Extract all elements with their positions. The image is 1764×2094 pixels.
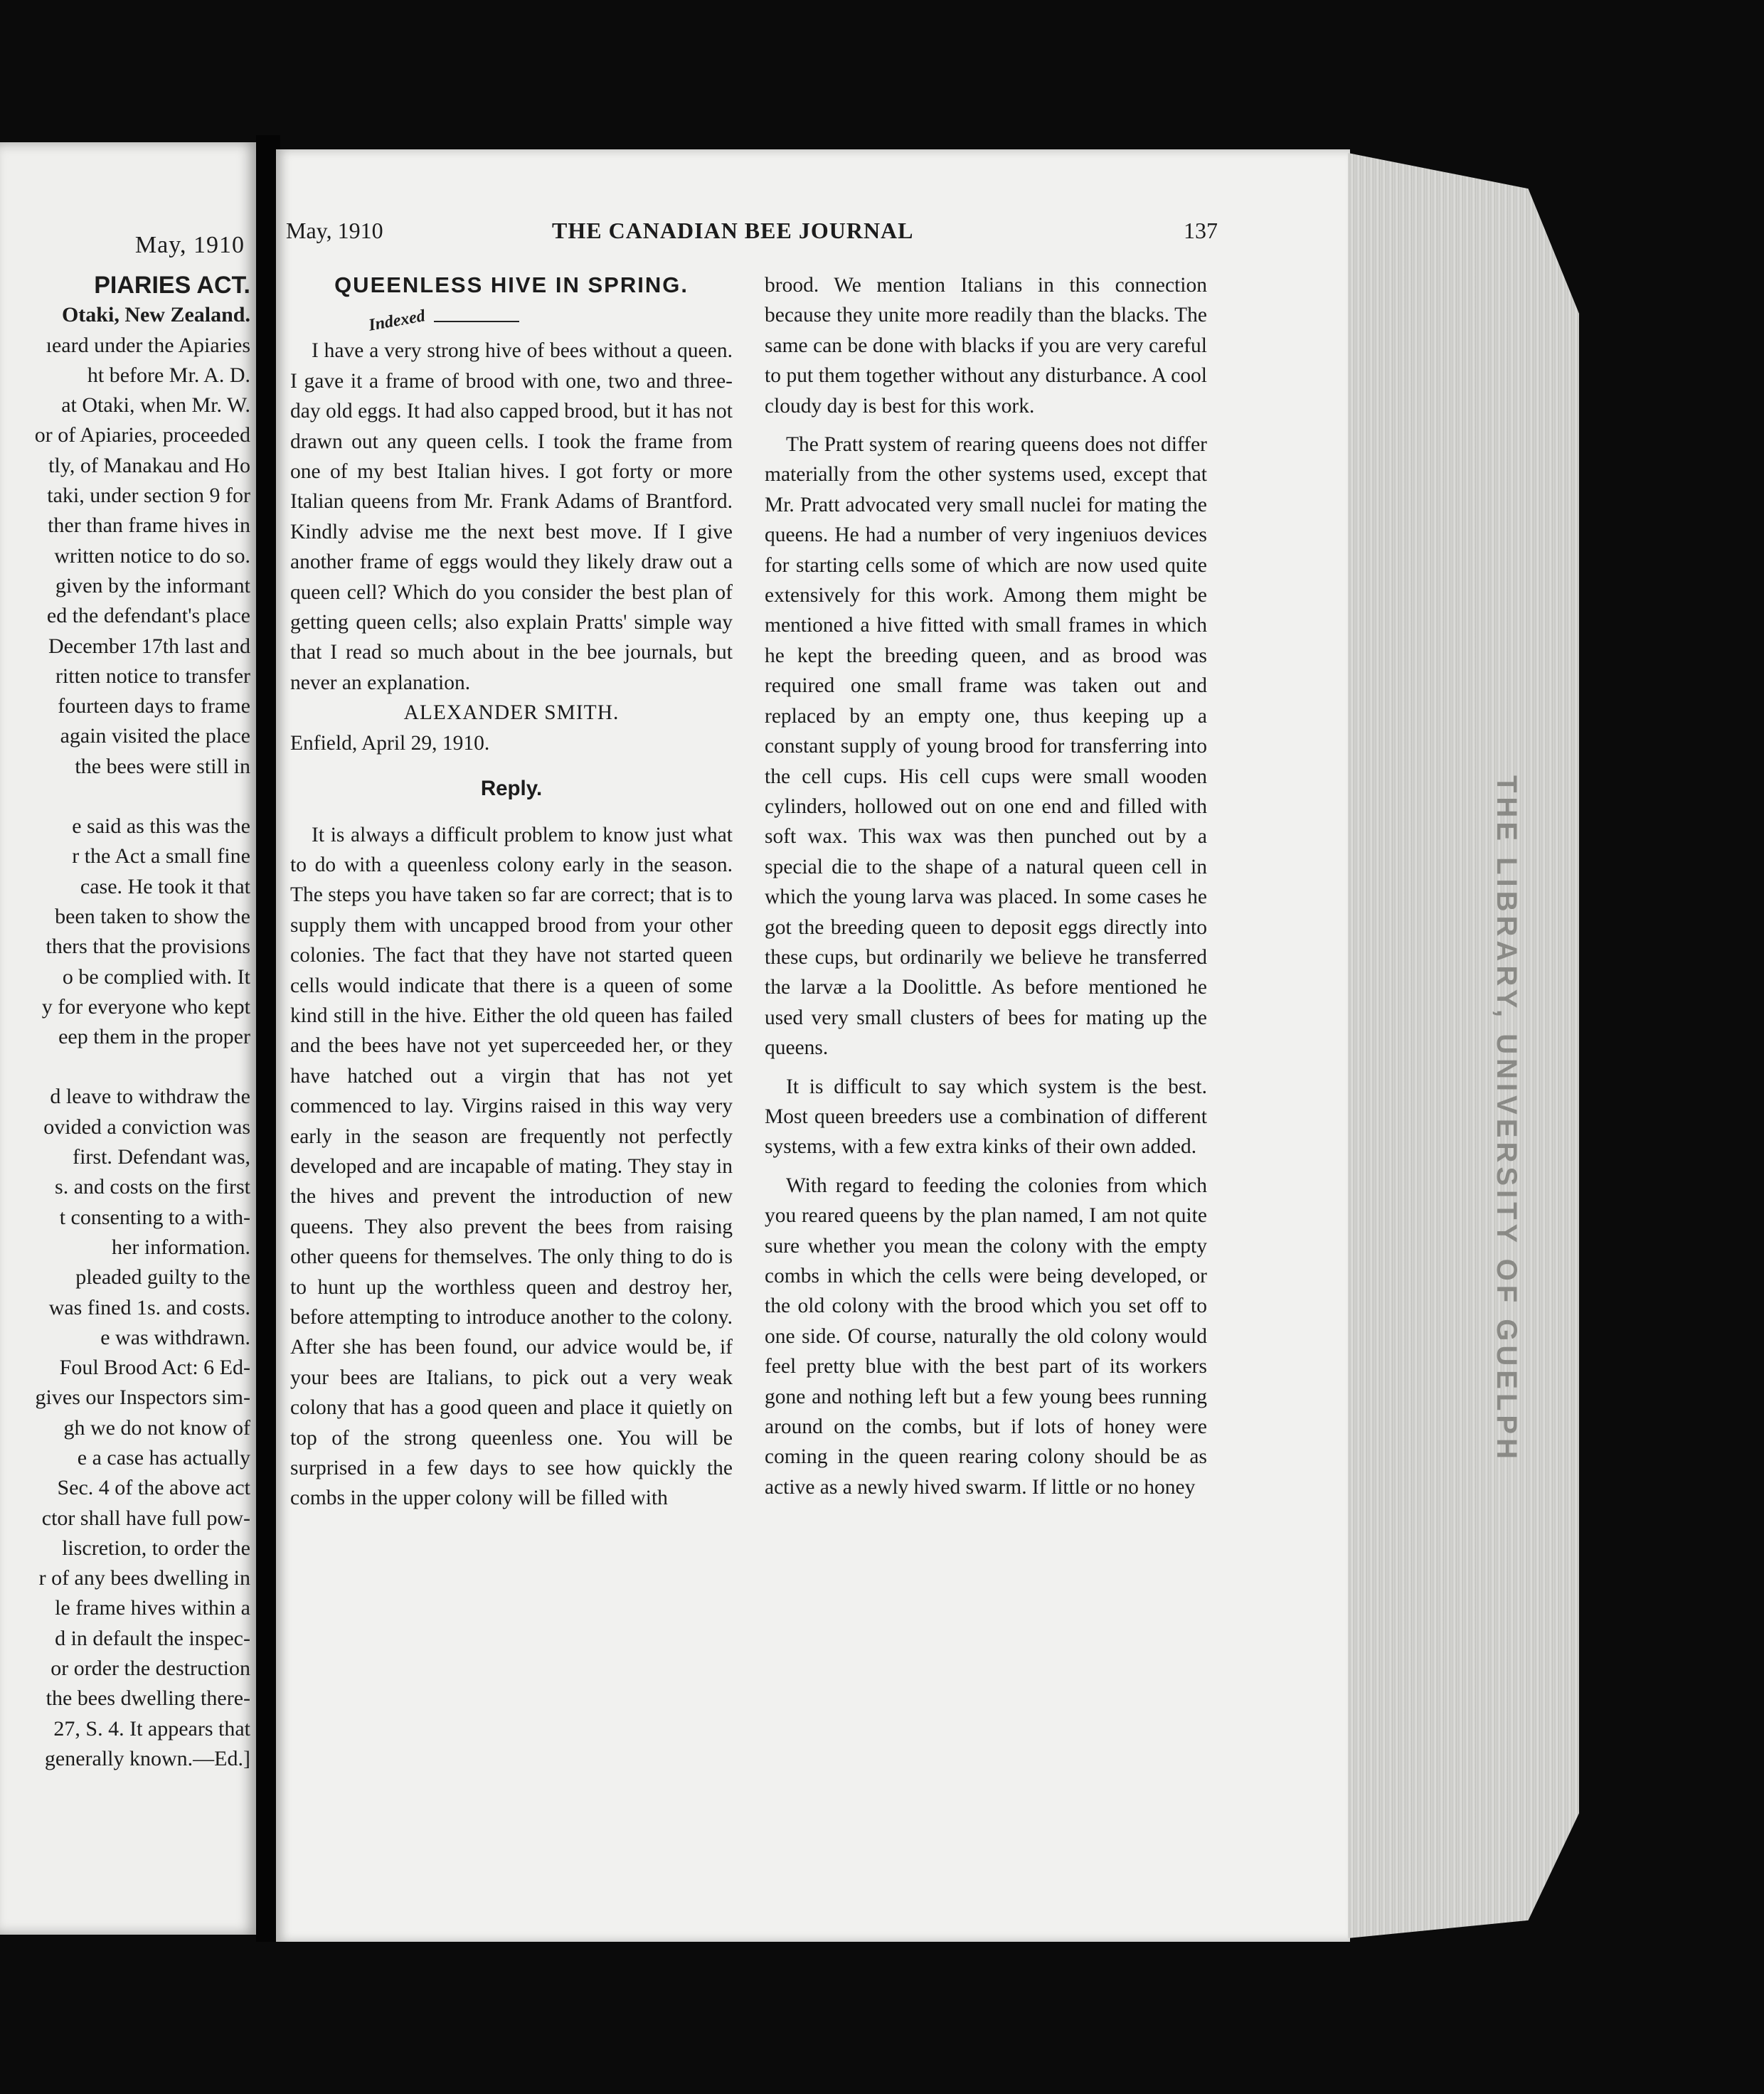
text-line: ht before Mr. A. D. [87, 363, 250, 387]
article-title: QUEENLESS HIVE IN SPRING. [334, 272, 689, 297]
text-line: gh we do not know of [63, 1415, 250, 1440]
text-line: e said as this was the [72, 814, 250, 839]
text-line: r of any bees dwelling in [38, 1566, 250, 1590]
library-stamp: THE LIBRARY, UNIVERSITY OF GUELPH [1491, 775, 1522, 1463]
text-line: at Otaki, when Mr. W. [61, 393, 250, 418]
line-gap [0, 782, 250, 812]
text-line: was fined 1s. and costs. [48, 1295, 250, 1319]
letter-text: I have a very strong hive of bees without a queen. I gave it a frame of brood with one, two and three-day old eggs. It had also capped brood, but it has not drawn out any queen cells. I took the frame from one of my best Italian hives. I got forty or more Italian queens from Mr. Frank Adams of Brantford. Kindly advise me the next best move. If I give another frame of eggs would they likely draw out a queen cell? Which do you consider the best plan of getting queen cells; also explain Pratts' simple way that I read so much about in the bee journals, but never an explanation. [290, 339, 733, 694]
text-line: r the Act a small fine [72, 844, 250, 868]
text-line: given by the informant [55, 573, 250, 597]
text-line: case. He took it that [80, 874, 250, 898]
text-line: December 17th last and [48, 634, 250, 658]
text-line: y for everyone who kept [41, 994, 250, 1019]
text-line: again visited the place [60, 724, 250, 748]
feeding-paragraph: With regard to feeding the colonies from which you reared queens by the plan named, I am not quite sure whether you mean the colony with the empty combs in which the cells were being developed, or the old colony with the brood which you set off to one side. Of course, naturally the old colony would feel pretty blue with the best part of its workers gone and nothing left but a few young bees running around on the combs, but if lots of honey were coming in the queen rearing colony should be as active as a newly hived swarm. If little or no honey [765, 1174, 1207, 1499]
text-line: gives our Inspectors sim- [35, 1386, 250, 1410]
text-line: ther than frame hives in [48, 514, 250, 538]
text-line: first. Defendant was, [73, 1145, 250, 1169]
text-line: ed the defendant's place [46, 604, 250, 628]
text-line: ctor shall have full pow- [41, 1506, 250, 1530]
column-right [765, 270, 1207, 1502]
text-line: Foul Brood Act: 6 Ed- [59, 1356, 250, 1380]
issue-date: May, 1910 [286, 218, 383, 243]
indexed-stamp-row [290, 304, 733, 336]
text-line: d leave to withdraw the [50, 1085, 250, 1109]
text-line: e a case has actually [77, 1445, 250, 1469]
journal-title: THE CANADIAN BEE JOURNAL [552, 218, 914, 243]
text-line: s. and costs on the first [55, 1175, 250, 1199]
text-line: Sec. 4 of the above act [57, 1476, 250, 1500]
text-line: 27, S. 4. It appears that [53, 1716, 250, 1740]
page-edges [1348, 153, 1579, 1938]
text-line: o be complied with. It [62, 964, 250, 989]
text-line: written notice to do so. [54, 543, 250, 568]
reply-heading: Reply. [480, 777, 543, 801]
text-line: pleaded guilty to the [75, 1265, 250, 1290]
reply-paragraph: It is always a difficult problem to know just what to do with a queenless colony early in the season. The steps you have taken so far are correct; that is to supply them with uncapped brood from your other colonies. The fact that they have not started queen cells would indicate that there is a queen of some kind still in the hive. Either the old queen has failed and the bees have not yet superceeded her, or they have hatched out a virgin that has not yet commenced to lay. Virgins raised in this way very early in the season are frequently not perfectly developed and are incapable of mating. They stay in the hives and prevent the introduction of new queens. They also prevent the bees from raising other queens for themselves. The only thing to do is to hunt up the worthless queen and destroy her, before attempting to introduce another to the colony. After she has been found, our advice would be, if your bees are Italians, to pick out a very weak colony that has a good queen and place it quietly on top of the strong queenless one. You will be surprised in a few days to see how quickly the combs in the upper colony will be filled with [290, 823, 733, 1510]
previous-page-header: May, 1910 [134, 232, 245, 258]
text-line: taki, under section 9 for [47, 484, 250, 508]
text-line: the bees dwelling there- [46, 1686, 250, 1711]
previous-page [0, 142, 257, 1935]
text-line: e was withdrawn. [100, 1325, 250, 1349]
page-number: 137 [1184, 218, 1218, 243]
text-line: eep them in the proper [58, 1025, 250, 1049]
text-line: liscretion, to order the [62, 1536, 250, 1560]
text-line: thers that the provisions [46, 935, 250, 959]
text-line: or order the destruction [51, 1657, 250, 1681]
title-rule [434, 321, 519, 322]
text-line: Otaki, New Zealand. [61, 303, 250, 327]
text-line: tly, of Manakau and Ho [48, 453, 250, 477]
best-system-paragraph: It is difficult to say which system is the best. Most queen breeders use a combination of different systems, with a few extra kinks of their own added. [765, 1075, 1207, 1159]
reply-continuation: brood. We mention Italians in this connection because they unite more readily than the blacks. The same can be done with blacks if you are very careful to put them together without any disturbance. A cool cloudy day is best for this work. [765, 274, 1207, 418]
indexed-stamp: Indexed [367, 307, 427, 336]
letter-place-date: Enfield, April 29, 1910. [290, 731, 490, 755]
text-line: PIARIES ACT. [94, 272, 250, 299]
text-line: ritten notice to transfer [55, 664, 250, 688]
text-line: generally known.—Ed.] [44, 1746, 250, 1770]
text-line: ovided a conviction was [43, 1115, 250, 1139]
text-line: t consenting to a with- [59, 1205, 250, 1229]
text-line: been taken to show the [55, 904, 250, 928]
text-line: her information. [112, 1235, 250, 1259]
text-line: or of Apiaries, proceeded [34, 423, 250, 447]
letter-signature: ALEXANDER SMITH. [403, 701, 620, 725]
text-line: fourteen days to frame [58, 694, 250, 718]
text-line: ıeard under the Apiaries [46, 333, 250, 357]
previous-page-column [0, 270, 250, 1774]
text-line: the bees were still in [75, 754, 250, 778]
text-line: d in default the inspec- [55, 1626, 250, 1650]
column-left [290, 270, 733, 1514]
pratt-system-paragraph: The Pratt system of rearing queens does not differ materially from the other systems used, except that Mr. Pratt advocated very small nuclei for mating the queens. He had a number of very ingeniuos devices for starting cells some of which are now used quite extensively for this work. Among them might be mentioned a hive fitted with small frames in which he kept the breeding queen, and as brood was required one small frame was taken out and replaced by an empty one, thus keeping up a constant supply of young brood for transferring into the cell cups. His cell cups were small wooden cylinders, hollowed out on one end and filled with soft wax. This wax was then punched out by a special die to the shape of a natural queen cell in which the young larva was placed. In some cases he got the breeding queen to deposit eggs directly into these cups, but ordinarily we believe he transferred the larvæ a la Doolittle. As before mentioned he used very small clusters of bees for mating up the queens. [765, 433, 1207, 1060]
line-gap [0, 1052, 250, 1082]
text-line: le frame hives within a [55, 1596, 250, 1620]
running-head [286, 218, 1218, 250]
